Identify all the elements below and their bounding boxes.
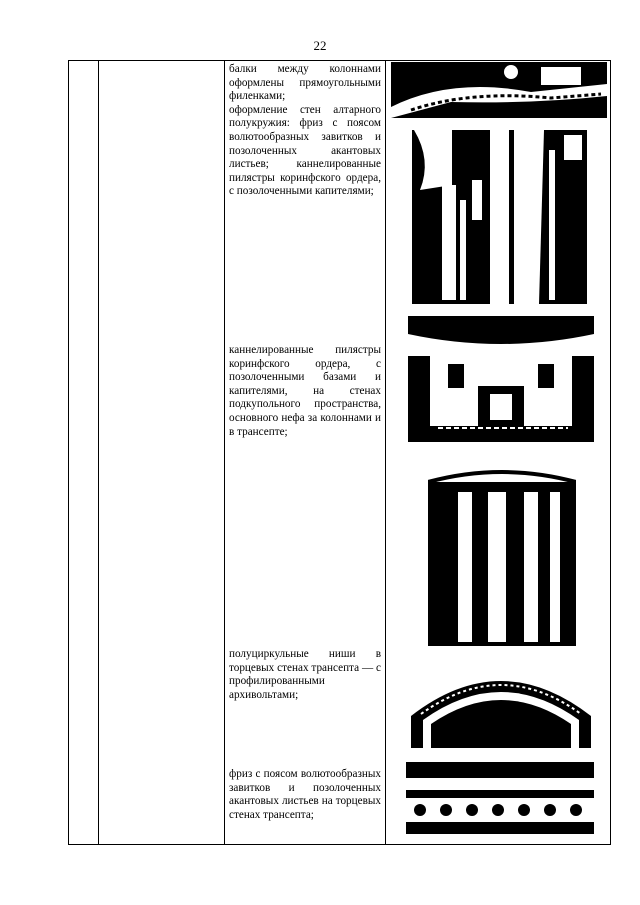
description-cell-4 [229,768,381,822]
text-block: каннелированные пилястры коринфского ордера, с позолоченными базами и капителями, на стенах подкупольного пространства, основного нефа за колоннами и в трансепте; [229,344,381,438]
photo-pilasters-apse [509,130,587,304]
page-number: 22 [313,38,327,53]
photo-semicircular-niche [401,656,601,748]
description-cell-1 [229,63,381,199]
table-border-left [68,60,69,845]
text-block: оформление стен алтарного полукружия: фриз с поясом волютообразных завитков и позолоченных акантовых листьев; каннелированные пилястры коринфского ордера, с позолоченными капителями; [229,103,381,198]
column-divider-2 [224,60,225,845]
column-divider-1 [98,60,99,845]
text-block: полуциркульные ниши в торцевых стенах трансепта — с профилированными архивольтами; [229,648,381,701]
photo-cornice-beams [391,62,607,118]
column-divider-3 [385,60,386,845]
text-block: балки между колоннами оформлены прямоугольными филенками; [229,63,381,103]
table-border-bottom [68,844,611,845]
description-cell-3 [229,648,381,702]
photo-pilasters-apse [412,130,490,304]
description-cell-2 [229,344,381,439]
photo-pilasters-closeup [428,452,576,646]
table-border-top [68,60,611,61]
table-border-right [610,60,611,845]
photo-frieze-volutes [406,762,594,834]
text-block: фриз с поясом волютообразных завитков и позолоченных акантовых листьев на торцевых стенах трансепта; [229,768,381,821]
photo-interior-nave [408,316,594,442]
